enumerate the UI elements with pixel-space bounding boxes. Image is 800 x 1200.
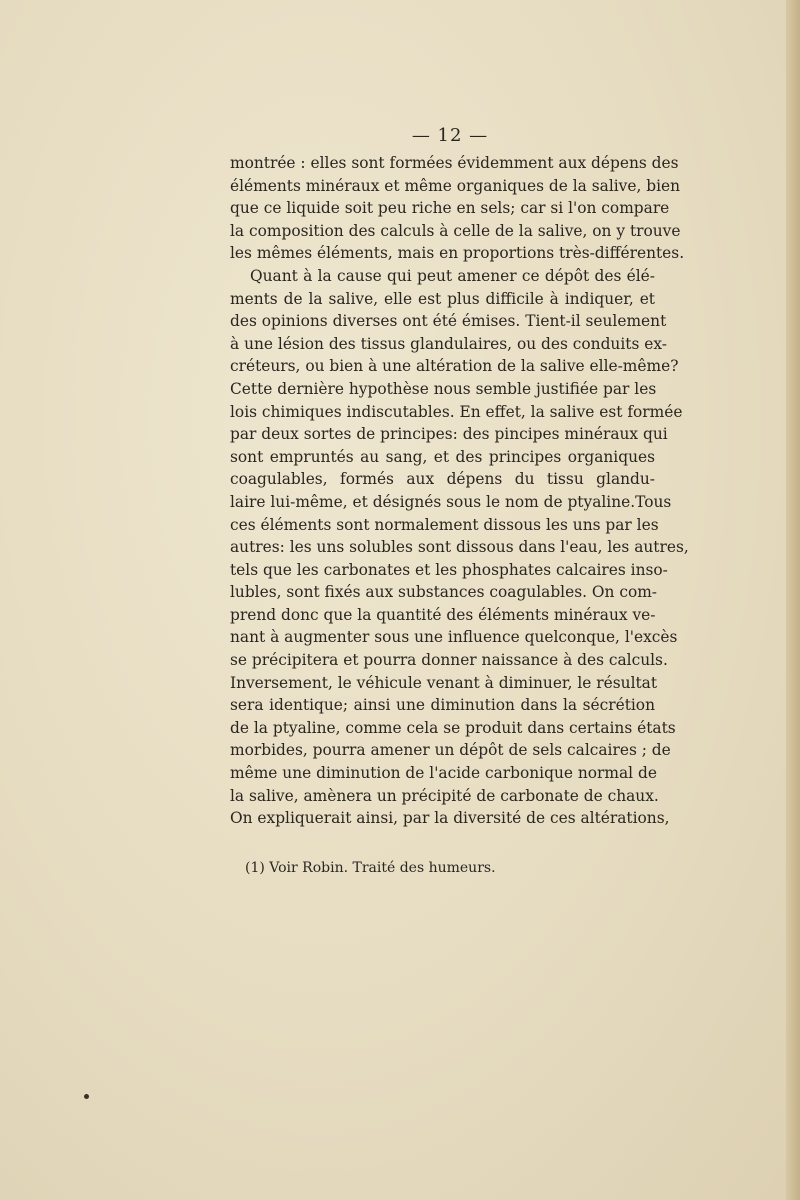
text-line: de la ptyaline, comme cela se produit dans certains états (230, 718, 676, 737)
page-edge (786, 0, 800, 1200)
ink-spot (84, 1094, 89, 1099)
text-line: sera identique; ainsi une diminution dans la sécrétion (230, 696, 655, 715)
text-line: tels que les carbonates et les phosphates calcaires inso- (230, 560, 668, 579)
text-line: Cette dernière hypothèse nous semble justifiée par les (230, 379, 657, 398)
text-line: ments de la salive, elle est plus difficile à indiquer, et (230, 289, 655, 308)
text-line: autres: les uns solubles sont dissous dans l'eau, les autres, (230, 538, 689, 557)
text-line: morbides, pourra amener un dépôt de sels calcaires ; de (230, 741, 671, 760)
text-line: montrée : elles sont formées évidemment aux dépens des (230, 154, 679, 172)
text-line: Quant à la cause qui peut amener ce dépôt des élé- (250, 266, 655, 285)
text-line: à une lésion des tissus glandulaires, ou des conduits ex- (230, 334, 667, 353)
text-line: laire lui-même, et désignés sous le nom de ptyaline.Tous (230, 492, 672, 511)
text-line: créteurs, ou bien à une altération de la salive elle-même? (230, 357, 679, 376)
text-line: lubles, sont fixés aux substances coagulables. On com- (230, 583, 657, 602)
page-number: — 12 — (411, 125, 489, 146)
text-line: même une diminution de l'acide carbonique normal de (230, 764, 657, 783)
text-line: lois chimiques indiscutables. En effet, la salive est formée (230, 402, 683, 421)
text-line: On expliquerait ainsi, par la diversité de ces altérations, (230, 809, 670, 828)
text-line: les mêmes éléments, mais en proportions très-différentes. (230, 244, 685, 263)
text-line: des opinions diverses ont été émises. Tient-il seulement (230, 312, 667, 331)
text-line: nant à augmenter sous une influence quelconque, l'excès (230, 628, 678, 647)
paragraph-1 (230, 152, 685, 265)
text-line: ces éléments sont normalement dissous les uns par les (230, 515, 659, 534)
text-line: coagulables, formés aux dépens du tissu glandu- (230, 470, 655, 489)
text-line: éléments minéraux et même organiques de la salive, bien (230, 176, 681, 195)
footnote: (1) Voir Robin. Traité des humeurs. (245, 860, 496, 876)
text-line: par deux sortes de principes: des pincipes minéraux qui (230, 425, 668, 444)
text-line: Inversement, le véhicule venant à diminuer, le résultat (230, 673, 658, 692)
text-line: que ce liquide soit peu riche en sels; car si l'on compare (230, 199, 670, 218)
body-text (230, 152, 689, 830)
text-line: sont empruntés au sang, et des principes organiques (230, 447, 655, 466)
text-line: la salive, amènera un précipité de carbonate de chaux. (230, 786, 659, 805)
text-line: la composition des calculs à celle de la salive, on y trouve (230, 221, 681, 240)
paragraph-2 (230, 265, 689, 830)
text-line: prend donc que la quantité des éléments minéraux ve- (230, 605, 656, 624)
text-line: se précipitera et pourra donner naissance à des calculs. (230, 651, 668, 670)
